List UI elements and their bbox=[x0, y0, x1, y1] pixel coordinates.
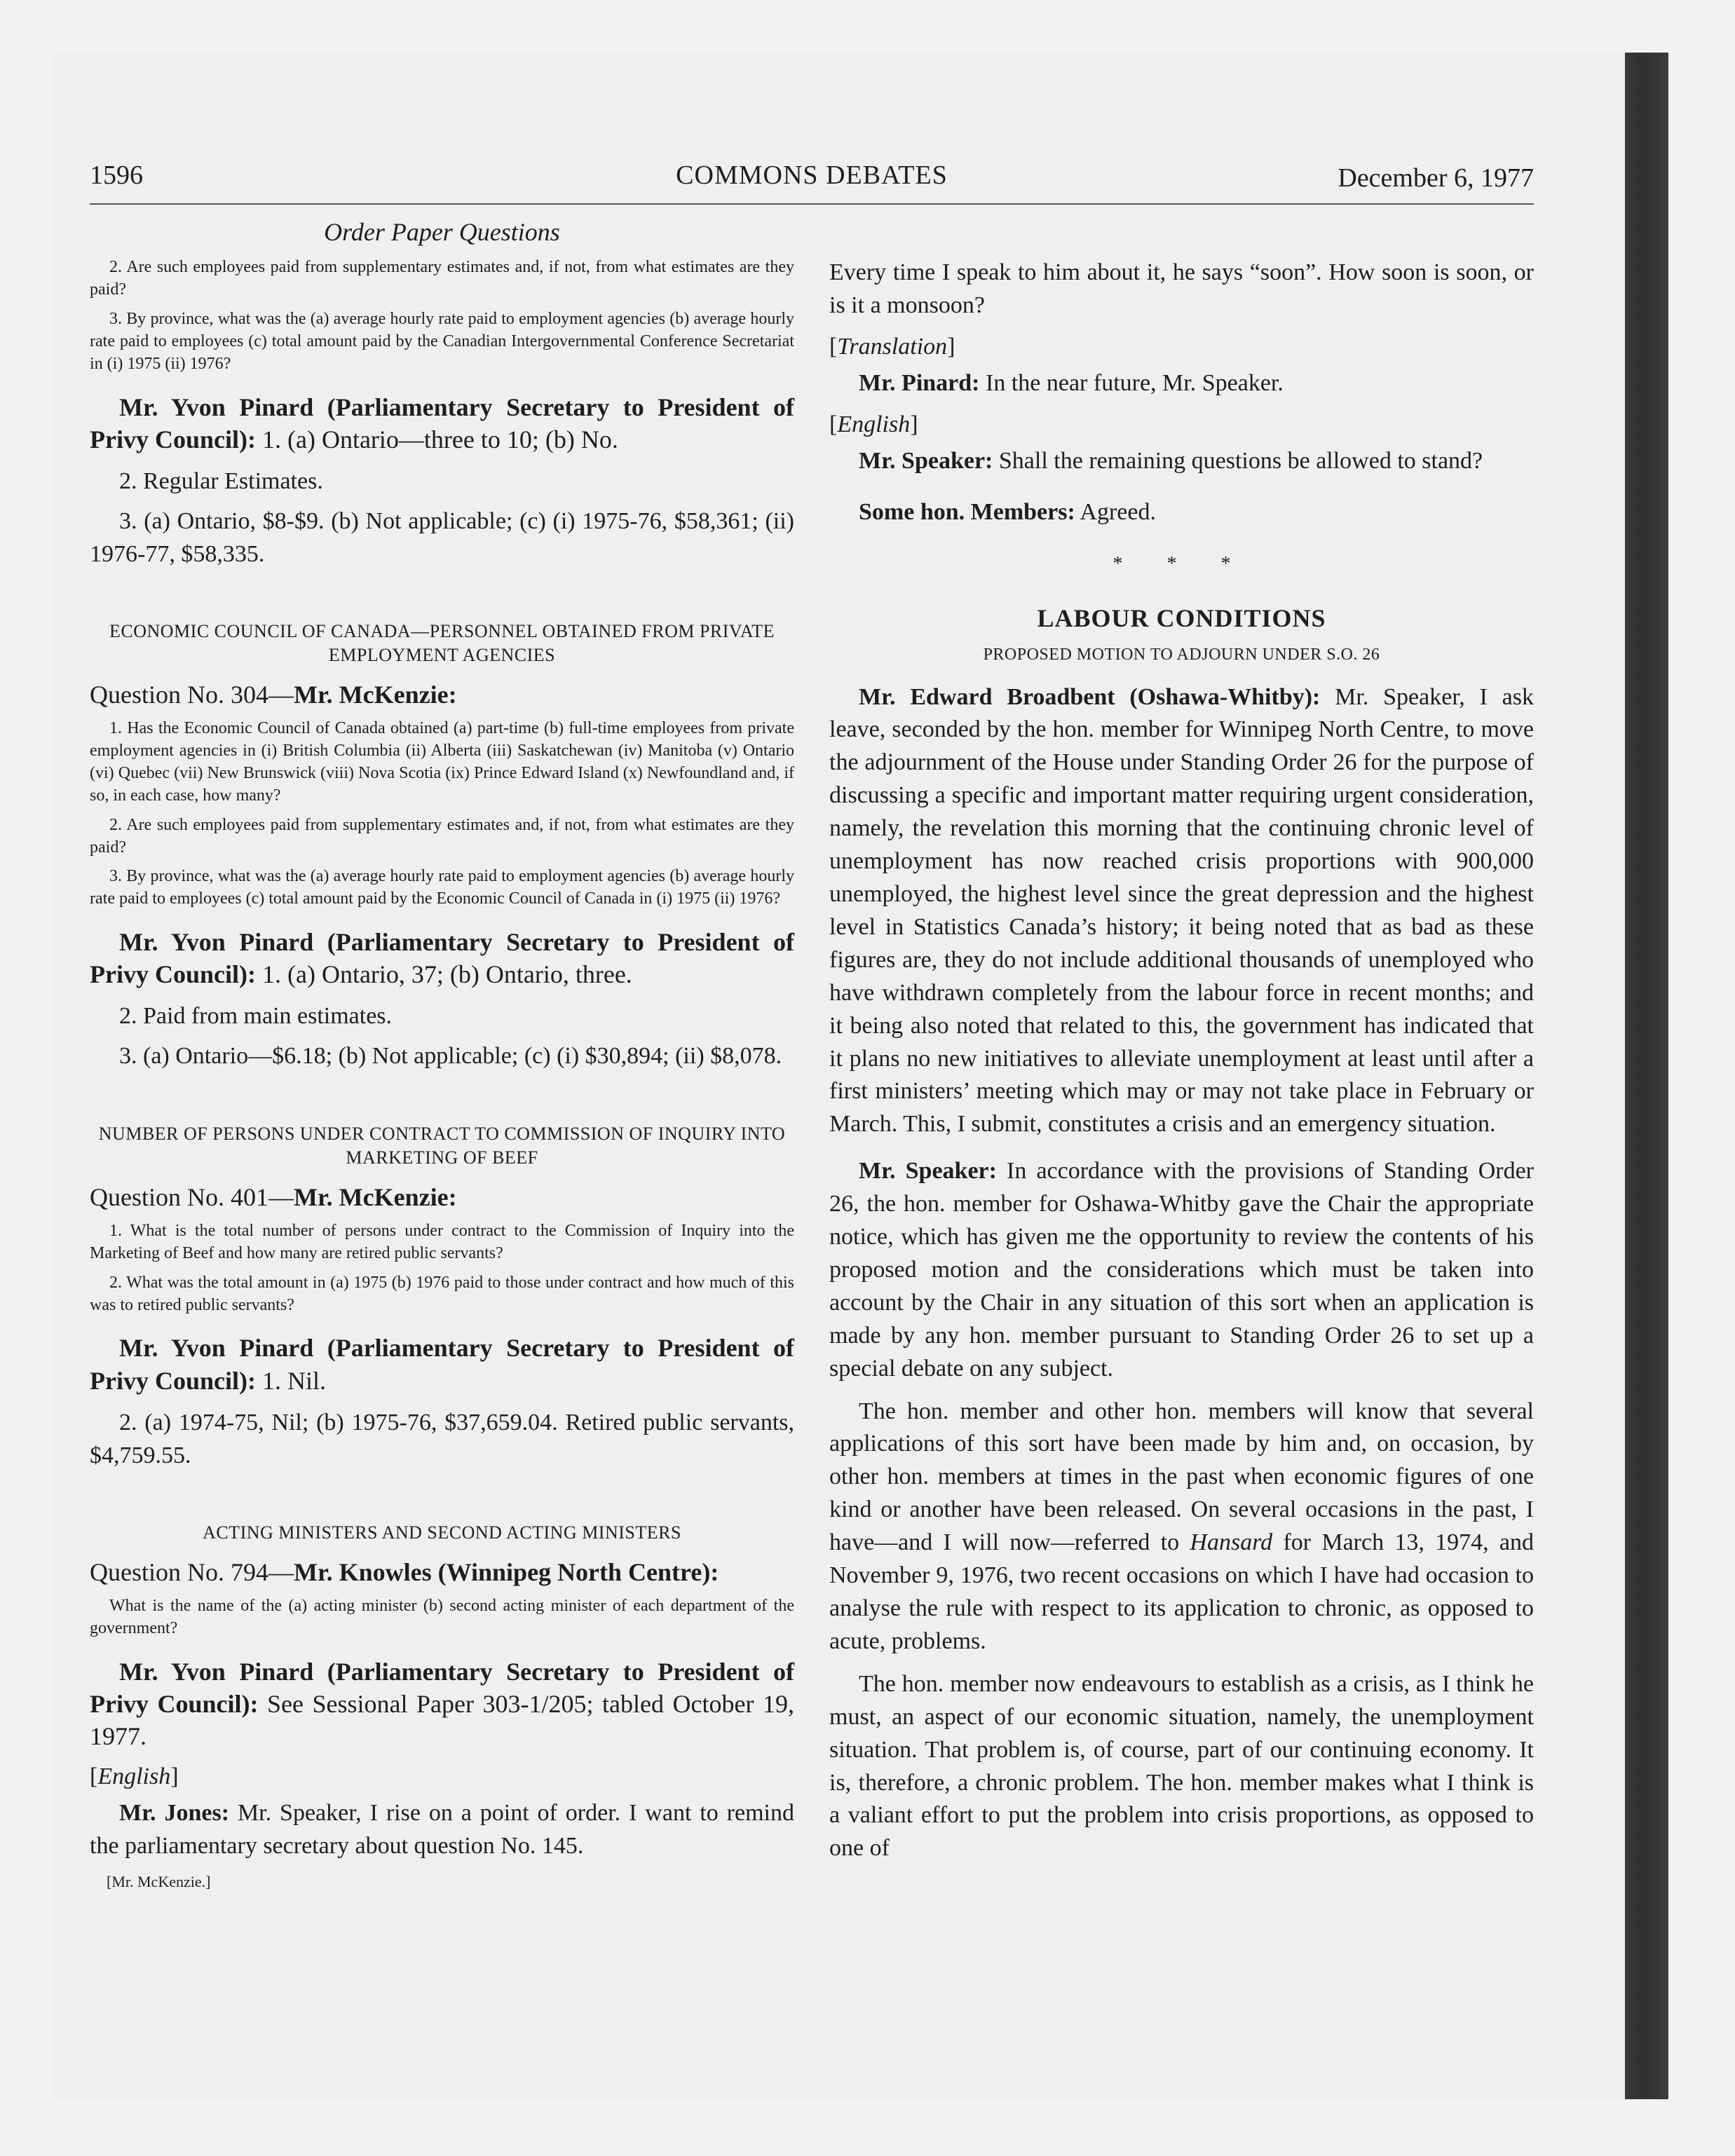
answer-text: 1. (a) Ontario, 37; (b) Ontario, three. bbox=[255, 960, 632, 989]
speaker-name: Mr. Pinard: bbox=[859, 369, 980, 396]
footer-note: [Mr. McKenzie.] bbox=[107, 1873, 211, 1891]
speaker-name: Mr. Yvon Pinard (Parliamentary Secretary to President of Privy Council): bbox=[90, 1658, 794, 1719]
answer-text: See Sessional Paper 303-1/205; tabled October 19, 1977. bbox=[90, 1690, 794, 1751]
speech-paragraph: The hon. member and other hon. members will know that several applications of this sort have been made by him and, on occasion, by other hon. members at times in the past when economic figures of one kind or another have been released. On several occasions in the past, I have—and I will now—referred to Hansard for March 13, 1974, and November 9, 1976, two recent occasions on which I have had occasion to analyse the rule with respect to its application to chronic, as opposed to acute, problems. bbox=[829, 1398, 1534, 1654]
language-marker: [English] bbox=[829, 411, 918, 437]
speech-paragraph: Mr. Jones: Mr. Speaker, I rise on a point of order. I want to remind the parliamentary secretary about question No. 145. bbox=[90, 1800, 794, 1860]
question-item: 2. What was the total amount in (a) 1975 (b) 1976 paid to those under contract and how much of this was to retired public servants? bbox=[90, 1273, 794, 1314]
speaker-name: Mr. Speaker: bbox=[859, 447, 993, 474]
question-item: 2. Are such employees paid from supplementary estimates and, if not, from what estimates are they paid? bbox=[90, 815, 794, 857]
answer-line: 2. Regular Estimates. bbox=[119, 468, 323, 494]
speaker-name: Mr. Edward Broadbent (Oshawa-Whitby): bbox=[859, 683, 1321, 710]
speaker-name: Mr. Yvon Pinard (Parliamentary Secretary to President of Privy Council): bbox=[90, 1334, 794, 1395]
speaker-name: Mr. Yvon Pinard (Parliamentary Secretary to President of Privy Council): bbox=[90, 928, 794, 989]
answer-text: 1. Nil. bbox=[255, 1366, 326, 1395]
answer-text: 1. (a) Ontario—three to 10; (b) No. bbox=[255, 425, 618, 453]
question-heading: ACTING MINISTERS AND SECOND ACTING MINISTERS bbox=[203, 1522, 681, 1543]
speech-paragraph: Mr. Pinard: In the near future, Mr. Speaker. bbox=[859, 369, 1284, 396]
question-item: 1. What is the total number of persons under contract to the Commission of Inquiry into the Marketing of Beef and how many are retired public servants? bbox=[90, 1221, 794, 1262]
answer-line: 2. (a) 1974-75, Nil; (b) 1975-76, $37,659.04. Retired public servants, $4,759.55. bbox=[90, 1409, 794, 1468]
debate-subheading: PROPOSED MOTION TO ADJOURN UNDER S.O. 26 bbox=[983, 645, 1380, 664]
answer-paragraph bbox=[90, 926, 794, 990]
question-number: Question No. 304—Mr. McKenzie: bbox=[90, 681, 457, 709]
section-divider: * * * bbox=[1113, 552, 1251, 575]
language-marker: [English] bbox=[90, 1763, 179, 1790]
question-number: Question No. 794—Mr. Knowles (Winnipeg North Centre): bbox=[90, 1558, 719, 1587]
member-name: Mr. McKenzie: bbox=[294, 1182, 457, 1211]
question-heading: NUMBER OF PERSONS UNDER CONTRACT TO COMMISSION OF INQUIRY INTO MARKETING OF BEEF bbox=[98, 1124, 786, 1168]
header-rule bbox=[90, 203, 1534, 205]
answer-line: 3. (a) Ontario, $8-$9. (b) Not applicable; (c) (i) 1975-76, $58,361; (ii) 1976-77, $58,335. bbox=[90, 507, 794, 567]
speaker-name: Mr. Yvon Pinard (Parliamentary Secretary to President of Privy Council): bbox=[90, 393, 794, 453]
debate-heading: LABOUR CONDITIONS bbox=[1037, 603, 1326, 632]
page-header bbox=[90, 160, 1534, 202]
speaker-name: Mr. Speaker: bbox=[859, 1158, 997, 1185]
speech-paragraph: Every time I speak to him about it, he says “soon”. How soon is soon, or is it a monsoon? bbox=[829, 259, 1534, 318]
answer-paragraph bbox=[90, 1332, 794, 1396]
section-title: Order Paper Questions bbox=[324, 218, 560, 246]
speech-paragraph: Some hon. Members: Agreed. bbox=[859, 498, 1156, 525]
question-heading: ECONOMIC COUNCIL OF CANADA—PERSONNEL OBTAINED FROM PRIVATE EMPLOYMENT AGENCIES bbox=[109, 621, 775, 666]
member-name: Mr. McKenzie: bbox=[294, 681, 457, 709]
speech-paragraph: Mr. Speaker: In accordance with the provisions of Standing Order 26, the hon. member for Oshawa-Whitby gave the Chair the appropriate notice, which has given me the opportunity to review the contents of his proposed motion and the considerations which must be taken into account by the Chair in any situation of this sort when an application is made by any hon. member pursuant to Standing Order 26 to set up a special debate on any subject. bbox=[829, 1158, 1534, 1381]
question-item: 3. By province, what was the (a) average hourly rate paid to employment agencies (b) average hourly rate paid to employees (c) total amount paid by the Canadian Intergovernmental Conference Secretariat in (i) 1975 (ii) 1976? bbox=[90, 309, 794, 373]
answer-line: 2. Paid from main estimates. bbox=[119, 1003, 393, 1030]
speech-paragraph: The hon. member now endeavours to establish as a crisis, as I think he must, an aspect of our economic situation, namely, the unemployment situation. That problem is, of course, part of our continuing economy. It is, therefore, a chronic problem. The hon. member makes what I think is a valiant effort to put the problem into crisis proportions, as opposed to one of bbox=[829, 1670, 1534, 1862]
question-item: What is the name of the (a) acting minister (b) second acting minister of each department of the government? bbox=[90, 1597, 794, 1638]
scan-edge bbox=[1625, 53, 1668, 2099]
hansard-reference: Hansard bbox=[1190, 1529, 1273, 1556]
question-item: 1. Has the Economic Council of Canada obtained (a) part-time (b) full-time employees from private employment agencies in (i) British Columbia (ii) Alberta (iii) Saskatchewan (iv) Manitoba (v) Ontario (vi) Quebec (vii) New Brunswick (viii) Nova Scotia (ix) Prince Edward Island (x) Newfoundland and, if so, in each case, how many? bbox=[90, 719, 794, 805]
publication-title: COMMONS DEBATES bbox=[676, 161, 948, 190]
speaker-name: Some hon. Members: bbox=[859, 498, 1075, 525]
question-number: Question No. 401—Mr. McKenzie: bbox=[90, 1182, 457, 1211]
publication-date: December 6, 1977 bbox=[1338, 163, 1534, 193]
answer-paragraph bbox=[90, 391, 794, 456]
question-item: 2. Are such employees paid from supplementary estimates and, if not, from what estimates are they paid? bbox=[90, 258, 794, 299]
right-column bbox=[829, 210, 1534, 1875]
question-item: 3. By province, what was the (a) average hourly rate paid to employment agencies (b) average hourly rate paid to employees (c) total amount paid by the Economic Council of Canada in (i) 1975 (ii) 1976? bbox=[90, 867, 794, 908]
answer-line: 3. (a) Ontario—$6.18; (b) Not applicable; (c) (i) $30,894; (ii) $8,078. bbox=[119, 1043, 782, 1070]
speech-paragraph: Mr. Edward Broadbent (Oshawa-Whitby): Mr. Speaker, I ask leave, seconded by the hon. member for Winnipeg North Centre, to move the adjournment of the House under Standing Order 26 for the purpose of discussing a specific and important matter requiring urgent consideration, namely, the revelation this morning that the continuing chronic level of unemployment has now reached crisis proportions with 900,000 unemployed, the highest level since the great depression and the highest level in Statistics Canada’s history; it being noted that as bad as these figures are, they do not include additional thousands of unemployed who have withdrawn completely from the labour force in recent months; and it being also noted that related to this, the government has indicated that it plans no new initiatives to alleviate unemployment at least until after a first ministers’ meeting which may or may not take place in February or March. This, I submit, constitutes a crisis and an emergency situation. bbox=[829, 683, 1535, 1138]
left-column bbox=[90, 210, 794, 1891]
member-name: Mr. Knowles (Winnipeg North Centre): bbox=[294, 1558, 719, 1587]
speech-paragraph: Mr. Speaker: Shall the remaining questions be allowed to stand? bbox=[859, 447, 1483, 474]
answer-paragraph bbox=[90, 1656, 794, 1752]
language-marker: [Translation] bbox=[829, 333, 955, 360]
page-number: 1596 bbox=[90, 161, 143, 190]
speaker-name: Mr. Jones: bbox=[119, 1800, 230, 1827]
